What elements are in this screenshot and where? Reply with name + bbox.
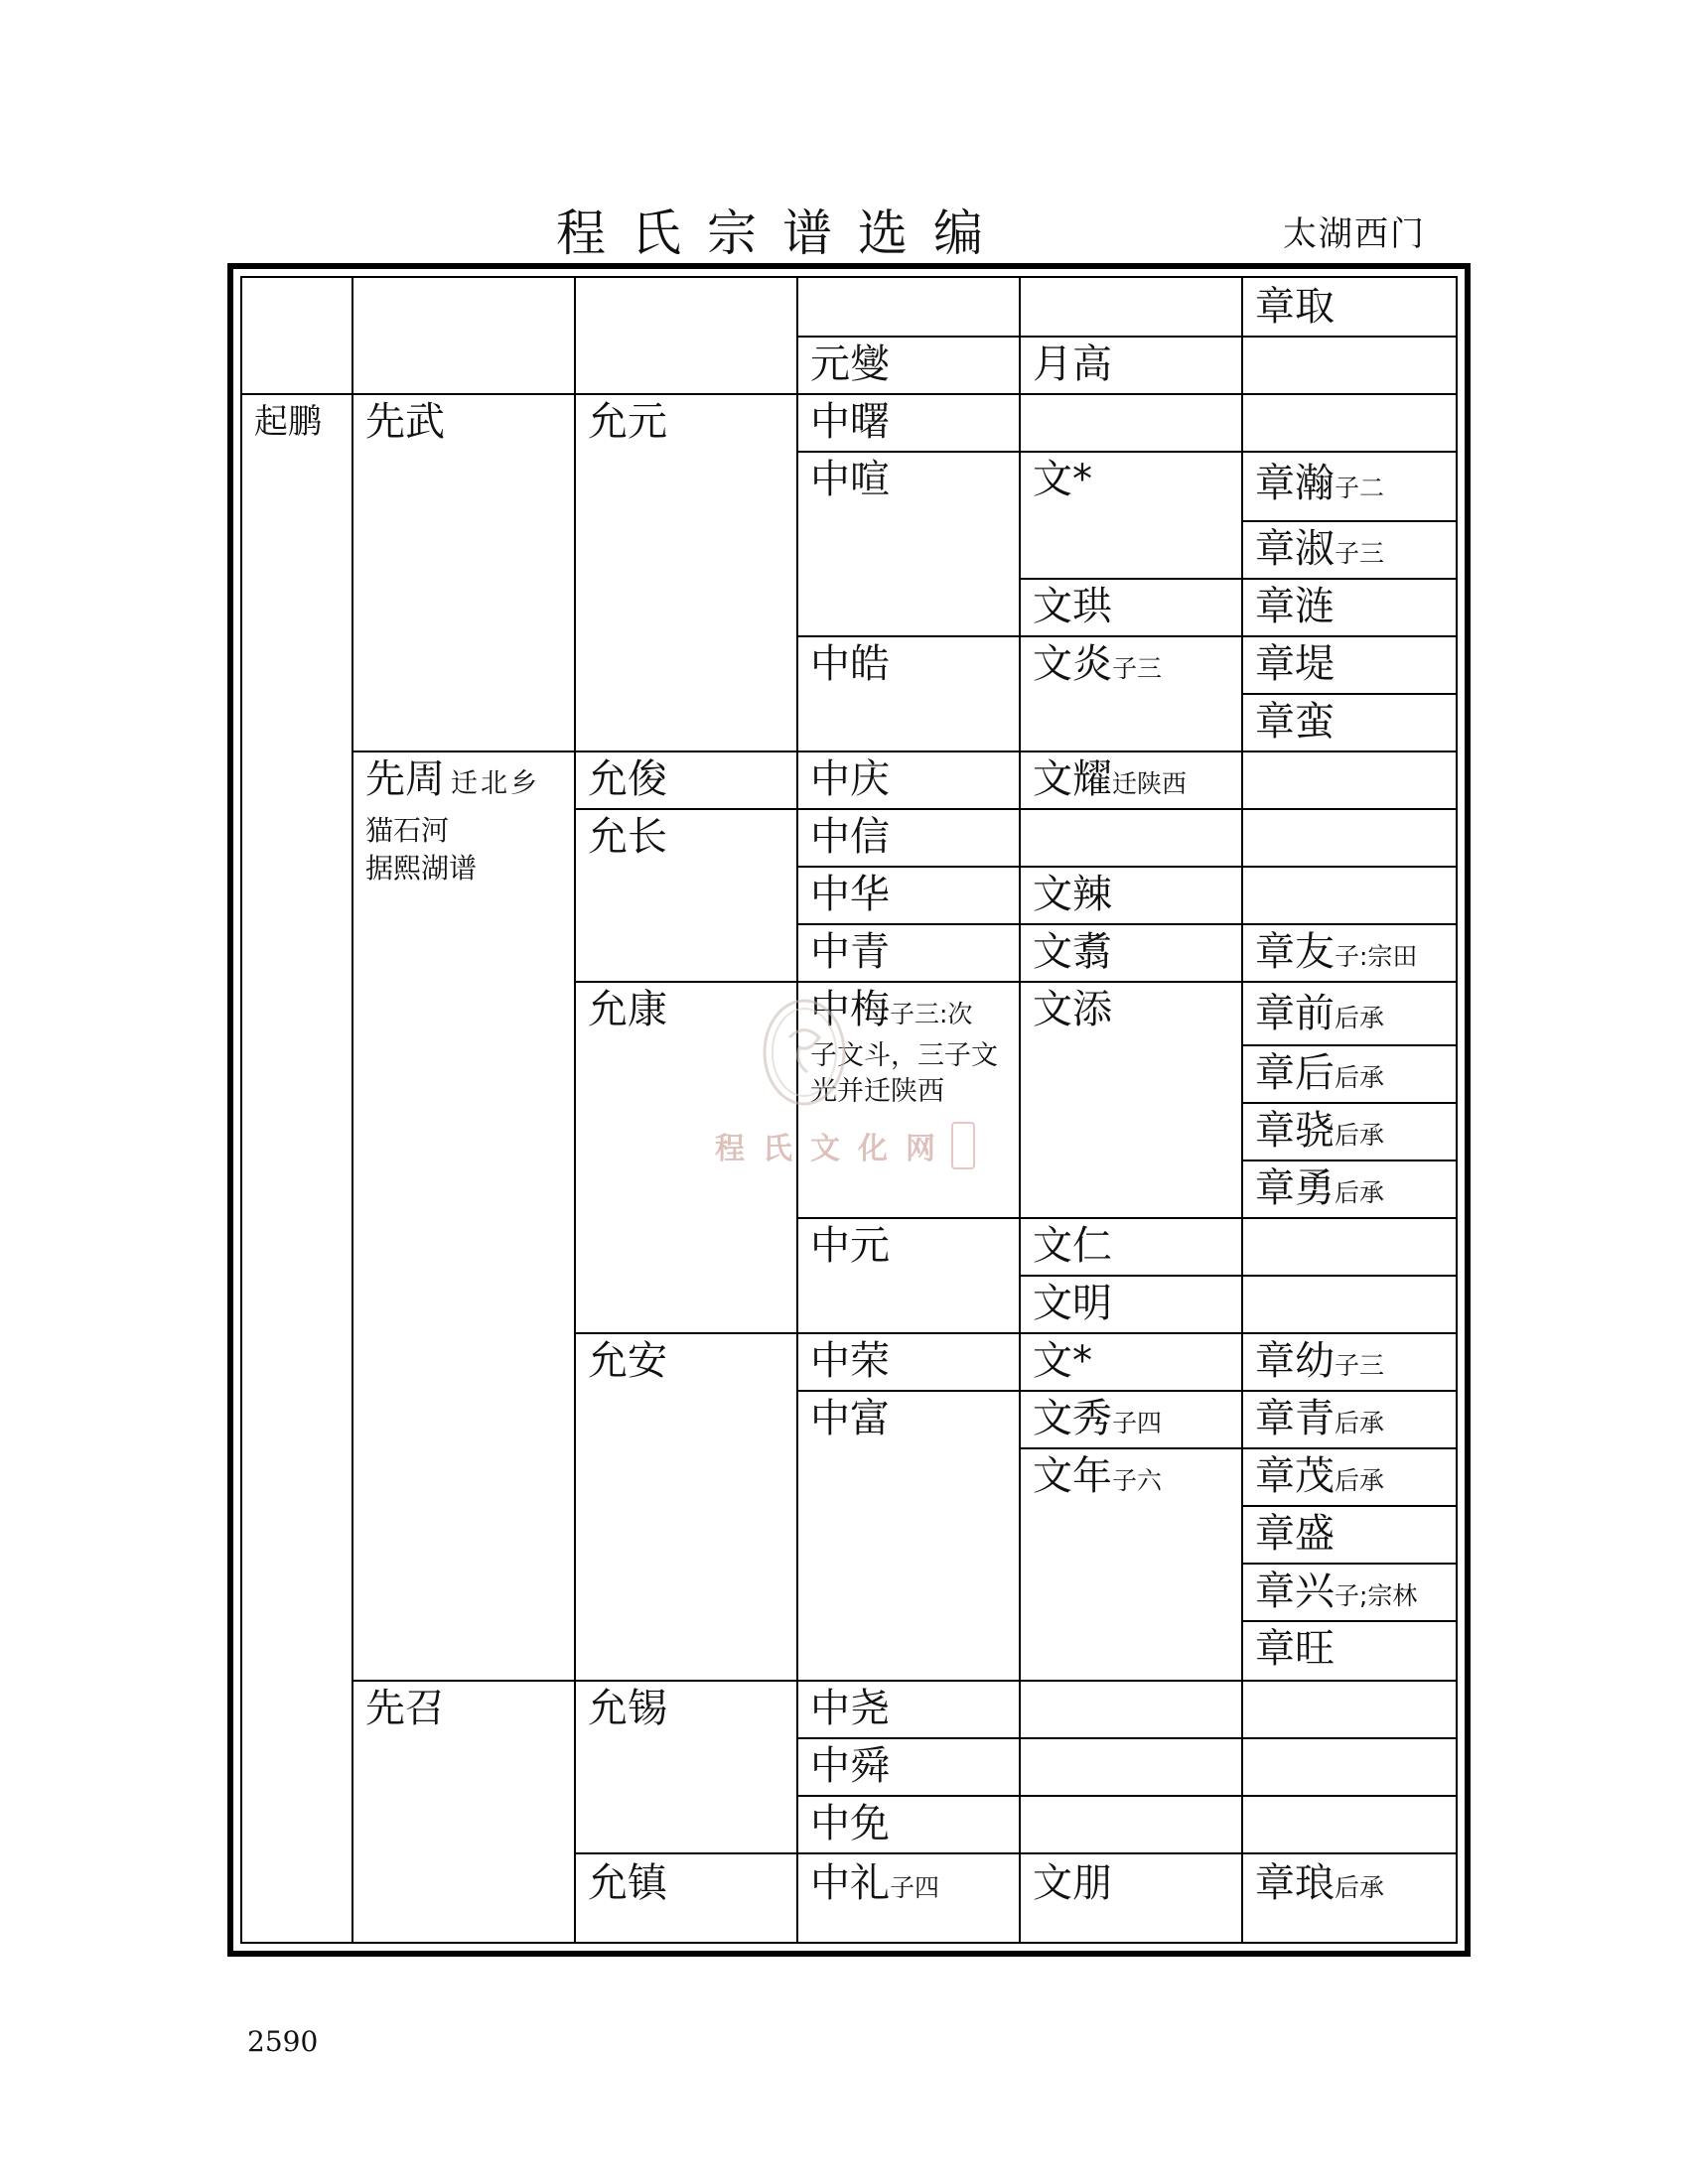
name-cell: 文添 (1033, 987, 1112, 1032)
name-cell: 月高 (1033, 341, 1112, 387)
name-cell: 中荣 (810, 1338, 890, 1384)
name-cell: 允长 (588, 814, 667, 860)
name-cell: 中华 (810, 872, 890, 917)
row-divider (352, 1680, 1458, 1682)
name-cell: 章旺 (1255, 1626, 1335, 1672)
branch-label: 太湖西门 (1283, 214, 1426, 254)
name-cell: 章蛮 (1255, 699, 1335, 745)
note-text: 子二 (1335, 474, 1385, 502)
column-divider (1241, 278, 1243, 1942)
name-cell: 起鹏 (254, 402, 322, 442)
name-cell: 章友子:宗田 (1255, 929, 1418, 975)
note-text: 子三 (1335, 539, 1385, 568)
column-divider (352, 278, 353, 1942)
name-cell: 章后后承 (1255, 1050, 1385, 1096)
name-cell: 中曙 (810, 399, 890, 445)
name-cell: 章兴子;宗林 (1255, 1569, 1418, 1614)
name-cell: 中梅子三:次 (810, 987, 973, 1032)
note-text: 后承 (1335, 1121, 1385, 1150)
note-text: 迁陕西 (1112, 769, 1188, 798)
note-text: 子三 (1112, 654, 1163, 683)
note-text: 子:宗田 (1335, 942, 1418, 971)
note-text: 子三:次 (890, 1000, 973, 1028)
name-cell: 中元 (810, 1223, 890, 1269)
name-cell: 中尧 (810, 1686, 890, 1731)
name-cell: 中庆 (810, 756, 890, 802)
name-cell: 章前后承 (1255, 991, 1385, 1036)
note-text: 后承 (1335, 1873, 1385, 1902)
name-cell: 中舜 (810, 1743, 890, 1789)
name-cell: 中皓 (810, 641, 890, 687)
watermark-text: 程氏文化网 (715, 1132, 953, 1166)
name-cell: 章青后承 (1255, 1396, 1385, 1441)
note-text: 子六 (1112, 1466, 1163, 1495)
column-divider (1019, 278, 1021, 1942)
name-cell: 中青 (810, 929, 890, 975)
name-cell: 文年子六 (1033, 1453, 1163, 1499)
name-cell: 允锡 (588, 1686, 667, 1731)
name-cell: 中信 (810, 814, 890, 860)
name-cell: 文秀子四 (1033, 1396, 1163, 1441)
document-title: 程氏宗谱选编 (556, 205, 1009, 262)
row-divider (796, 1795, 1458, 1797)
row-divider (574, 808, 1458, 810)
name-cell: 文仁 (1033, 1223, 1112, 1269)
note-text: 迁北乡 (451, 768, 540, 799)
name-cell: 先武 (365, 399, 445, 445)
note-text: 子四 (890, 1873, 940, 1902)
row-divider (796, 451, 1458, 453)
stamp-icon (951, 1122, 975, 1169)
name-cell: 先召 (365, 1686, 445, 1731)
name-cell: 章淑子三 (1255, 526, 1385, 572)
name-cell: 章取 (1255, 284, 1335, 330)
note-text: 后承 (1335, 1063, 1385, 1092)
name-cell: 章勇后承 (1255, 1165, 1385, 1211)
name-cell: 文炎子三 (1033, 641, 1163, 687)
note-text: 后承 (1335, 1409, 1385, 1437)
row-divider (796, 336, 1458, 338)
watermark (715, 993, 993, 1181)
name-cell: 章堤 (1255, 641, 1335, 687)
name-cell: 允镇 (588, 1860, 667, 1906)
page-number: 2590 (247, 2025, 319, 2058)
name-cell: 先周 迁北乡 (365, 756, 540, 802)
name-cell: 文耀迁陕西 (1033, 756, 1188, 802)
name-cell: 允元 (588, 399, 667, 445)
name-cell: 元燮 (810, 341, 890, 387)
name-cell: 章琅后承 (1255, 1860, 1385, 1906)
name-cell: 文* (1033, 1338, 1092, 1384)
note-text: 子三 (1335, 1351, 1385, 1380)
name-cell: 文翥 (1033, 929, 1112, 975)
name-cell: 中免 (810, 1801, 890, 1846)
note-text: 后承 (1335, 1004, 1385, 1032)
name-cell: 中喧 (810, 457, 890, 502)
name-cell: 章幼子三 (1255, 1338, 1385, 1384)
name-cell: 允安 (588, 1338, 667, 1384)
name-cell: 文朋 (1033, 1860, 1112, 1906)
note-text: 后承 (1335, 1466, 1385, 1495)
row-divider (796, 866, 1458, 868)
name-cell: 章茂后承 (1255, 1453, 1385, 1499)
name-cell: 中富 (810, 1396, 890, 1441)
seal-icon (760, 993, 849, 1112)
note-text: 子四 (1112, 1409, 1163, 1437)
migration-note: 子文斗，三子文 光并迁陕西 (810, 1040, 998, 1107)
name-cell: 章盛 (1255, 1511, 1335, 1557)
name-cell: 文明 (1033, 1281, 1112, 1326)
name-cell: 章骁后承 (1255, 1108, 1385, 1154)
name-cell: 文辣 (1033, 872, 1112, 917)
column-divider (574, 278, 576, 1942)
note-text: 后承 (1335, 1178, 1385, 1207)
migration-note: 猫石河 据熙湖谱 (365, 814, 478, 885)
name-cell: 允俊 (588, 756, 667, 802)
name-cell: 中礼子四 (810, 1860, 940, 1906)
name-cell: 允康 (588, 987, 667, 1032)
note-text: 子;宗林 (1335, 1581, 1418, 1610)
row-divider (796, 1737, 1458, 1739)
name-cell: 章涟 (1255, 584, 1335, 629)
name-cell: 文珙 (1033, 584, 1112, 629)
name-cell: 章瀚子二 (1255, 461, 1385, 506)
name-cell: 文* (1033, 457, 1092, 502)
